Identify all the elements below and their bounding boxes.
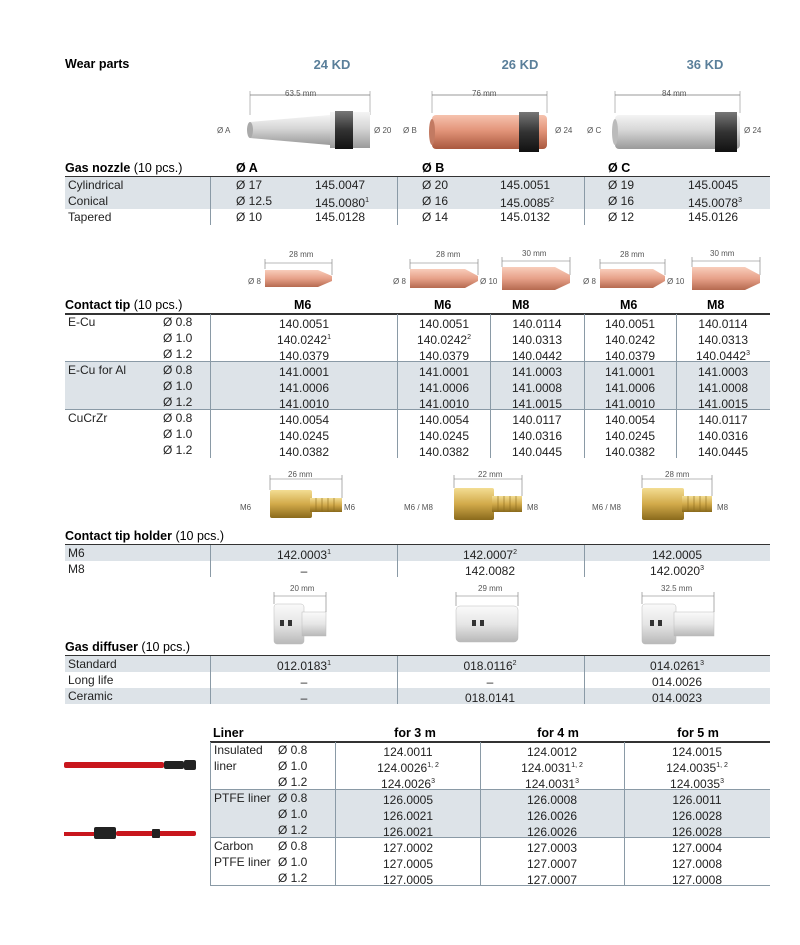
part-number: 140.0117 [698,413,748,427]
part-number: 140.0242 [604,333,656,347]
divider [210,545,211,577]
part-number: 141.0008 [511,381,563,395]
torch-24kd: 24 KD [313,57,351,72]
holder-images [240,465,770,535]
contact-tip-heading: Contact tip (10 pcs.) [65,298,183,312]
wire-dia: Ø 1.2 [163,395,193,409]
tip5-length: 30 mm [710,249,735,258]
part-number: 141.0010 [418,397,470,411]
dia: Ø 17 [236,178,263,192]
part-number: 141.0001 [604,365,656,379]
part-number: 140.0313 [697,333,749,347]
part-number: 141.0001 [278,365,330,379]
part-number: 126.0008 [526,793,578,807]
divider [624,742,625,886]
part-number: 140.0316 [697,429,749,443]
holder3-thread-in: M6 / M8 [592,503,621,512]
col-thread: M6 [434,298,452,312]
diffuser3-length: 32.5 mm [661,584,693,593]
part-number: 124.0026$^{1, 2}$ [377,761,439,775]
part-number: 140.0242$^1$ [277,333,331,347]
part-number: 124.0035$^3$ [670,777,724,791]
part-number: 126.0011 [672,793,722,807]
nozzle1-dia-20: Ø 20 [374,126,392,135]
row-name: Cylindrical [68,178,124,192]
gas-nozzle-heading: Gas nozzle (10 pcs.) [65,161,183,175]
part-number: 140.0382 [604,445,656,459]
torch-36kd: 36 KD [686,57,724,72]
dia: Ø 16 [608,194,635,208]
divider [490,314,491,458]
part-number: 140.0245 [604,429,656,443]
part-number: 140.0445 [511,445,563,459]
holder3-thread-out: M8 [717,503,729,512]
part-number: 145.0047 [315,178,366,192]
row-name: Tapered [68,210,112,224]
dia: Ø 14 [422,210,449,224]
part-number: 145.0132 [500,210,551,224]
part-number: 126.0028 [671,825,723,839]
tip5-dia: Ø 10 [667,277,685,286]
diffuser1-length: 20 mm [290,584,315,593]
wire-dia: Ø 1.2 [163,347,193,361]
nozzle2-length: 76 mm [472,89,497,98]
part-number: 140.0051 [604,317,656,331]
part-number: 140.0054 [418,413,470,427]
tip1-length: 28 mm [289,250,314,259]
part-number: 140.0051 [278,317,330,331]
part-number: 141.0010 [278,397,330,411]
part-number: 142.0007$^2$ [463,548,517,562]
wire-dia: Ø 1.2 [278,871,308,885]
divider [210,656,211,704]
part-number: 124.0015 [671,745,723,759]
contact-tip-images [240,255,770,300]
nozzle2-dia-24: Ø 24 [555,126,573,135]
wire-dia: Ø 1.0 [163,331,193,345]
nozzle1-length: 63.5 mm [285,89,317,98]
wire-dia: Ø 1.2 [163,443,193,457]
part-number: 127.0003 [526,841,578,855]
wire-dia: Ø 1.0 [278,807,308,821]
row-name: Standard [68,657,117,671]
liner-images [60,745,210,855]
part-number: 145.0051 [500,178,551,192]
wire-dia: Ø 1.0 [278,759,308,773]
col-dia-c: Ø C [608,161,631,175]
divider [584,177,585,225]
part-number: 141.0015 [511,397,563,411]
wire-dia: Ø 0.8 [278,791,308,805]
part-number: 126.0026 [526,809,578,823]
part-number: 140.0379 [278,349,330,363]
part-number: 145.0126 [688,210,739,224]
part-number: 140.0117 [512,413,562,427]
part-number: 127.0005 [382,857,434,871]
holder1-thread-out: M6 [344,503,356,512]
part-number: 141.0008 [697,381,749,395]
part-number: 012.0183$^1$ [277,659,331,673]
part-number: 018.0141 [464,691,516,705]
col-dia-b: Ø B [422,161,445,175]
part-number: 018.0116$^2$ [463,659,517,673]
holder-heading: Contact tip holder (10 pcs.) [65,529,225,543]
divider [210,742,211,886]
liner-heading: Liner [213,726,244,740]
part-number: 124.0031$^3$ [525,777,579,791]
part-number: 140.0051 [418,317,470,331]
part-number: – [486,675,494,689]
part-number: 140.0245 [418,429,470,443]
part-number: 126.0005 [382,793,434,807]
part-number: 141.0003 [697,365,749,379]
dia: Ø 19 [608,178,635,192]
torch-26kd: 26 KD [501,57,539,72]
part-number: 140.0316 [511,429,563,443]
part-number: 140.0382 [278,445,330,459]
divider [397,545,398,577]
holder3-length: 28 mm [665,470,690,479]
part-number: 126.0028 [671,809,723,823]
wire-dia: Ø 0.8 [163,363,193,377]
diffuser2-length: 29 mm [478,584,503,593]
part-number: 142.0005 [651,548,703,562]
material-name: E-Cu for Al [68,363,127,377]
part-number: 126.0021 [382,825,434,839]
part-number: 126.0021 [382,809,434,823]
liner-type: PTFE liner [214,855,271,869]
dia: Ø 16 [422,194,449,208]
part-number: 140.0114 [698,317,748,331]
holder2-length: 22 mm [478,470,503,479]
wire-dia: Ø 1.2 [278,823,308,837]
part-number: 140.0379 [418,349,470,363]
material-name: CuCrZr [68,411,108,425]
tip3-length: 30 mm [522,249,547,258]
dia: Ø 12 [608,210,635,224]
divider [397,314,398,458]
part-number: 014.0023 [651,691,703,705]
tip2-dia: Ø 8 [393,277,406,286]
part-number: 145.0128 [315,210,366,224]
wire-dia: Ø 1.0 [163,379,193,393]
part-number: 140.0442$^3$ [696,349,750,363]
wire-dia: Ø 0.8 [163,411,193,425]
part-number: 140.0379 [604,349,656,363]
holder2-thread-in: M6 / M8 [404,503,433,512]
part-number: 140.0054 [278,413,330,427]
material-name: E-Cu [68,315,96,329]
part-number: 124.0012 [526,745,578,759]
part-number: 124.0026$^3$ [381,777,435,791]
part-number: 127.0008 [671,873,723,887]
nozzle3-dia-c: Ø C [587,126,602,135]
divider [584,545,585,577]
part-number: 140.0245 [278,429,330,443]
part-number: 145.0078$^3$ [688,196,742,210]
nozzle3-length: 84 mm [662,89,687,98]
part-number: 127.0008 [671,857,723,871]
col-thread: M6 [620,298,638,312]
col-thread: M8 [512,298,530,312]
part-number: 145.0080$^1$ [315,196,369,210]
tip2-length: 28 mm [436,250,461,259]
holder1-thread-in: M6 [240,503,252,512]
part-number: 014.0026 [651,675,703,689]
part-number: – [300,675,308,689]
tip1-dia: Ø 8 [248,277,261,286]
nozzle3-dia-24: Ø 24 [744,126,762,135]
part-number: 127.0002 [382,841,434,855]
row-name: M8 [68,562,85,576]
part-number: 141.0006 [278,381,330,395]
holder2-thread-out: M8 [527,503,539,512]
divider [676,314,677,458]
part-number: 124.0011 [383,745,433,759]
part-number: 142.0020$^3$ [650,564,704,578]
tip4-length: 28 mm [620,250,645,259]
part-number: 126.0026 [526,825,578,839]
part-number: 124.0031$^{1, 2}$ [521,761,583,775]
part-number: 142.0003$^1$ [277,548,331,562]
dia: Ø 20 [422,178,449,192]
holder1-length: 26 mm [288,470,313,479]
row-name: Ceramic [68,689,113,703]
col-thread: M6 [294,298,312,312]
part-number: 140.0054 [604,413,656,427]
part-number: 141.0003 [511,365,563,379]
tip3-dia: Ø 10 [480,277,498,286]
liner-type: liner [214,759,237,773]
divider [480,742,481,886]
part-number: 127.0005 [382,873,434,887]
part-number: 014.0261$^3$ [650,659,704,673]
wire-dia: Ø 0.8 [278,839,308,853]
wire-dia: Ø 0.8 [163,315,193,329]
tip4-dia: Ø 8 [583,277,596,286]
part-number: 140.0114 [512,317,562,331]
wire-dia: Ø 1.0 [278,855,308,869]
row-name: Conical [68,194,109,208]
part-number: 141.0006 [418,381,470,395]
divider [210,177,211,225]
liner-type: Insulated [214,743,263,757]
part-number: 142.0082 [464,564,516,578]
part-number: 141.0015 [697,397,749,411]
row-name: Long life [68,673,114,687]
part-number: 141.0001 [418,365,470,379]
diffuser-images [240,590,770,655]
page-title: Wear parts [65,57,130,71]
nozzle2-dia-b: Ø B [403,126,417,135]
part-number: 145.0045 [688,178,739,192]
part-number: 127.0007 [526,873,578,887]
divider [397,177,398,225]
divider [210,314,211,458]
col-dia-a: Ø A [236,161,258,175]
part-number: 140.0242$^2$ [417,333,471,347]
part-number: – [300,564,308,578]
col-5m: for 5 m [677,726,719,740]
divider [397,656,398,704]
liner-type: PTFE liner [214,791,271,805]
part-number: 145.0085$^2$ [500,196,554,210]
divider [335,742,336,886]
part-number: 140.0382 [418,445,470,459]
liner-type: Carbon [214,839,254,853]
part-number: 140.0442 [511,349,563,363]
diffuser-heading: Gas diffuser (10 pcs.) [65,640,191,654]
part-number: 127.0004 [671,841,723,855]
part-number: 141.0006 [604,381,656,395]
dia: Ø 12.5 [236,194,273,208]
row-band [65,177,770,209]
part-number: 141.0010 [604,397,656,411]
part-number: 124.0035$^{1, 2}$ [666,761,728,775]
wire-dia: Ø 1.2 [278,775,308,789]
nozzle1-dia-a: Ø A [217,126,231,135]
part-number: – [300,691,308,705]
row-name: M6 [68,546,85,560]
wire-dia: Ø 1.0 [163,427,193,441]
divider [584,656,585,704]
part-number: 140.0445 [697,445,749,459]
col-thread: M8 [707,298,725,312]
dia: Ø 10 [236,210,263,224]
part-number: 140.0313 [511,333,563,347]
part-number: 127.0007 [526,857,578,871]
col-3m: for 3 m [394,726,436,740]
col-4m: for 4 m [537,726,579,740]
wire-dia: Ø 0.8 [278,743,308,757]
